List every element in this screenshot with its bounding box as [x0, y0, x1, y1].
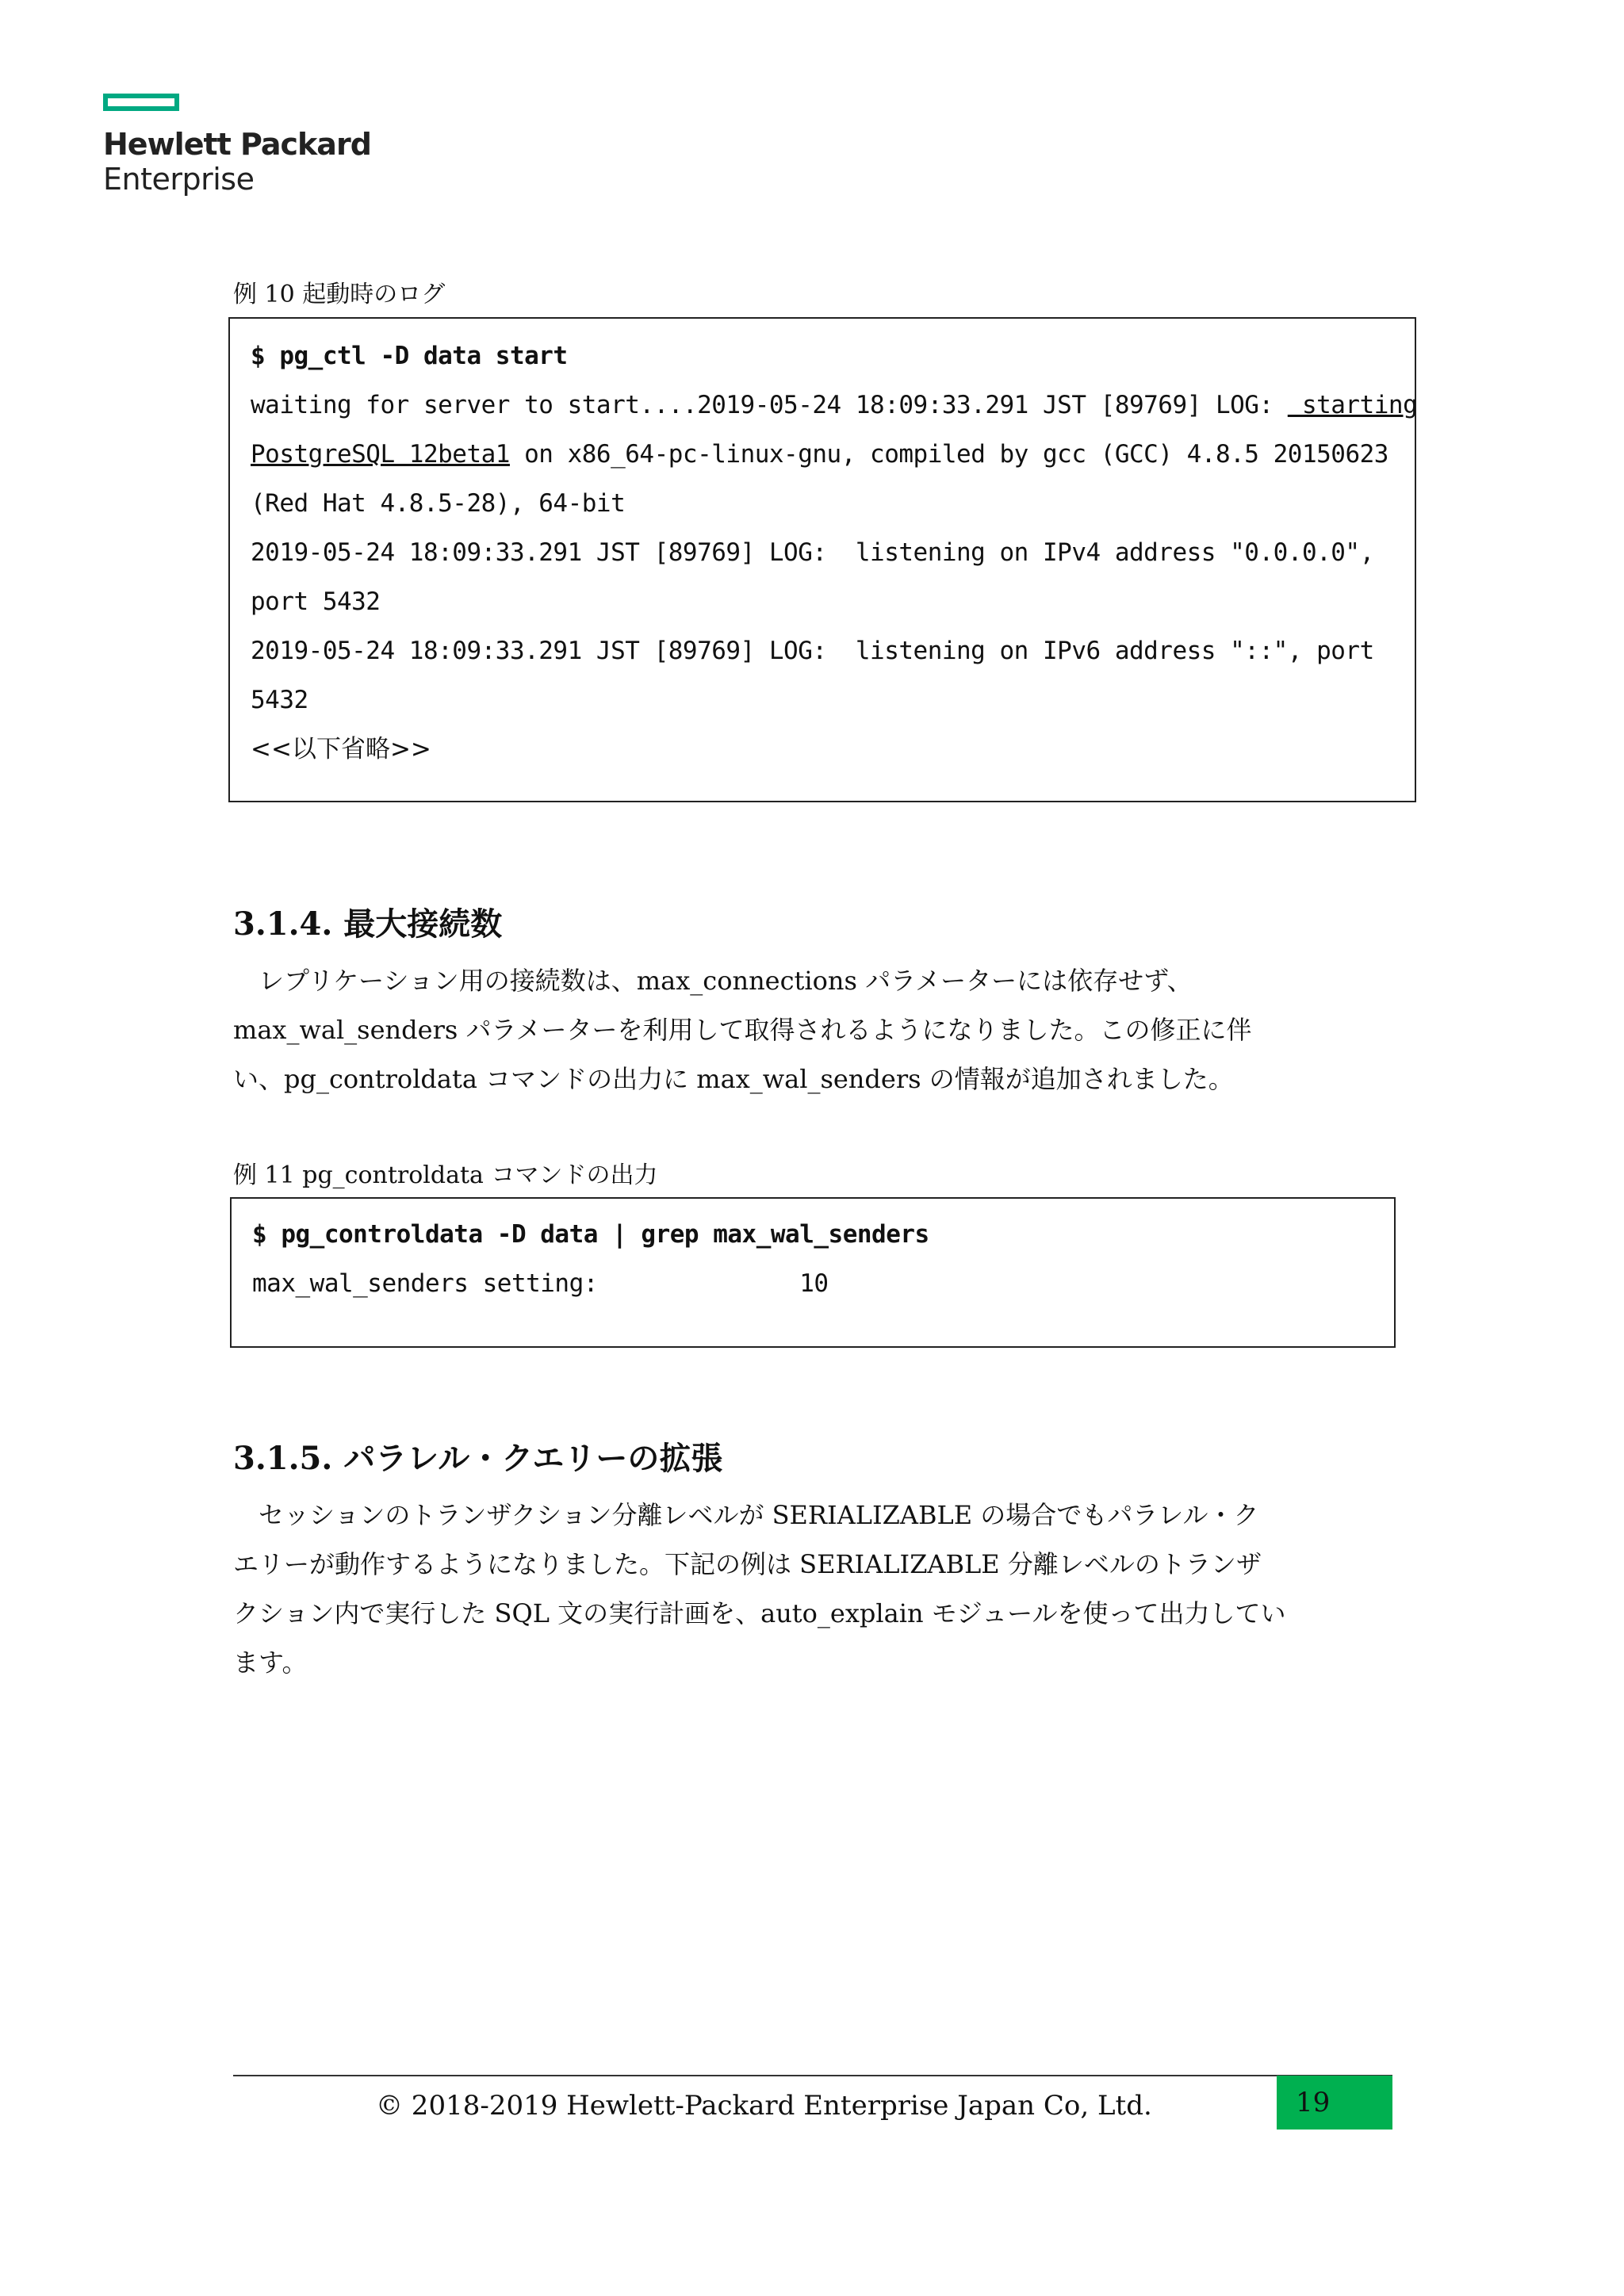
code-line-3: (Red Hat 4.8.5-28), 64-bit — [251, 489, 626, 518]
section-3-1-4-heading: 3.1.4. 最大接続数 — [233, 905, 503, 943]
para-line: max_wal_senders パラメーターを利用して取得されるようになりました。この修正に伴 — [233, 1015, 1252, 1045]
code-line-6: 2019-05-24 18:09:33.291 JST [89769] LOG: listening on IPv6 address "::", port — [251, 637, 1374, 665]
para-line: ます。 — [233, 1647, 308, 1678]
example11-caption: 例 11 pg_controldata コマンドの出力 — [233, 1161, 658, 1189]
example10-caption: 例 10 起動時のログ — [233, 281, 446, 308]
code-line-8: <<以下省略>> — [251, 735, 431, 763]
page-number: 19 — [1277, 2076, 1392, 2130]
code-output: max_wal_senders setting: 10 — [252, 1269, 829, 1298]
logo-line2: Enterprise — [103, 162, 255, 197]
code-line-5: port 5432 — [251, 587, 381, 616]
para-line: セッションのトランザクション分離レベルが SERIALIZABLE の場合でもパラレル・ク — [233, 1500, 1259, 1530]
logo-line1: Hewlett Packard — [103, 127, 371, 162]
para-line: エリーが動作するようになりました。下記の例は SERIALIZABLE 分離レベルのトランザ — [233, 1549, 1262, 1579]
code-line-7: 5432 — [251, 686, 308, 714]
hpe-logo-element-icon — [103, 94, 179, 111]
section-3-1-4-paragraph — [233, 956, 1391, 1104]
example11-code-box — [230, 1197, 1396, 1348]
section-3-1-5-paragraph — [233, 1490, 1391, 1687]
para-line: い、pg_controldata コマンドの出力に max_wal_senders の情報が追加されました。 — [233, 1064, 1234, 1094]
section-3-1-5-heading: 3.1.5. パラレル・クエリーの拡張 — [233, 1440, 723, 1477]
code-line-2-text: on x86_64-pc-linux-gnu, compiled by gcc (GCC) 4.8.5 20150623 — [509, 440, 1388, 469]
para-line: クション内で実行した SQL 文の実行計画を、auto_explain モジュールを使って出力してい — [233, 1598, 1286, 1628]
hpe-logo — [103, 94, 371, 197]
code-line-2-underlined: PostgreSQL 12beta1 — [251, 440, 510, 469]
footer-copyright: © 2018-2019 Hewlett-Packard Enterprise Japan Co, Ltd. — [376, 2090, 1152, 2122]
code-command: $ pg_ctl -D data start — [251, 342, 568, 370]
code-command: $ pg_controldata -D data | grep max_wal_senders — [252, 1220, 929, 1249]
code-line-2 — [251, 430, 1415, 479]
code-line-1-text: waiting for server to start....2019-05-24 18:09:33.291 JST [89769] LOG: — [251, 391, 1288, 419]
example10-code-box — [228, 317, 1416, 802]
footer-divider — [233, 2075, 1392, 2076]
para-line: レプリケーション用の接続数は、max_connections パラメーターには依存せず、 — [233, 966, 1193, 996]
code-line-1-underlined: starting — [1287, 391, 1418, 419]
code-line-1 — [251, 381, 1418, 430]
code-line-4: 2019-05-24 18:09:33.291 JST [89769] LOG: listening on IPv4 address "0.0.0.0", — [251, 538, 1374, 567]
